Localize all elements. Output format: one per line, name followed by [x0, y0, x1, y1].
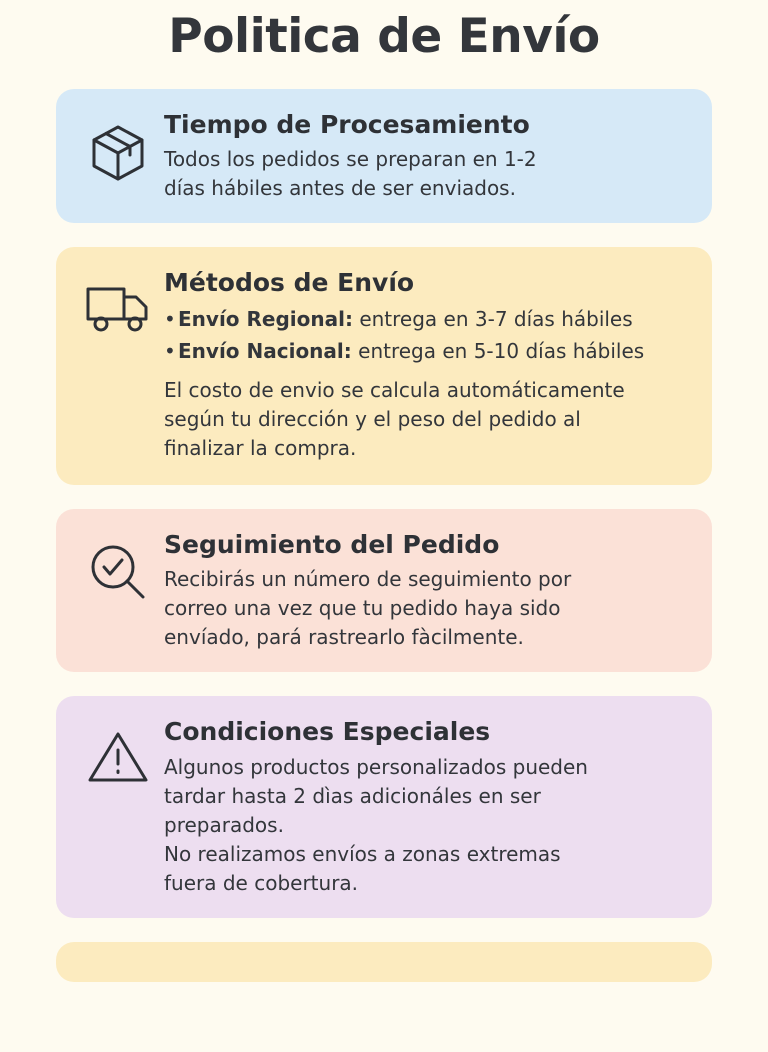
card-title: Métodos de Envío	[164, 268, 415, 298]
policy-card-order-tracking	[56, 509, 712, 673]
policy-card-partial	[56, 942, 712, 982]
card-title: Seguimiento del Pedido	[164, 529, 500, 559]
list-item	[164, 336, 690, 366]
card-text-line: Todos los pedidos se preparan en 1-2	[164, 147, 537, 172]
card-title: Condiciones Especiales	[164, 717, 491, 747]
search-check-icon	[72, 527, 164, 603]
policy-card-list	[0, 67, 768, 982]
card-text-line: No realizamos envíos a zonas extremas	[164, 841, 561, 866]
list-item-text: entrega en 3-7 días hábiles	[352, 306, 633, 331]
card-text-line: según tu dirección y el peso del pedido al	[164, 406, 581, 431]
card-text-line: Algunos productos personalizados pueden	[164, 754, 588, 779]
policy-card-special-conditions	[56, 696, 712, 918]
card-text-line: Recibirás un número de seguimiento por	[164, 567, 572, 592]
card-text	[164, 753, 690, 898]
card-text-line: preparados.	[164, 812, 284, 837]
card-text	[164, 376, 690, 463]
card-text-line: envíado, pará rastrearlo fàcilmente.	[164, 625, 524, 650]
list-item-label: Envío Nacional:	[178, 338, 352, 363]
card-text-line: días hábiles antes de ser enviados.	[164, 176, 516, 201]
card-text-line: fuera de cobertura.	[164, 870, 359, 895]
card-title: Tiempo de Procesamiento	[164, 109, 530, 139]
card-text	[164, 145, 690, 203]
card-body	[164, 527, 690, 653]
card-body	[164, 107, 690, 204]
policy-card-shipping-methods	[56, 247, 712, 485]
list-item-text: entrega en 5-10 días hábiles	[351, 338, 645, 363]
page-title: Politica de Envío	[168, 9, 600, 64]
policy-card-processing-time	[56, 89, 712, 224]
list-item	[164, 304, 690, 334]
card-text	[164, 565, 690, 652]
card-text-line: El costo de envio se calcula automáticamente	[164, 377, 625, 402]
box-icon	[72, 107, 164, 185]
card-text-line: correo una vez que tu pedido haya sido	[164, 596, 561, 621]
card-text-line: finalizar la compra.	[164, 435, 357, 460]
card-body	[164, 714, 690, 898]
list-item-label: Envío Regional:	[178, 306, 353, 331]
shipping-methods-list	[164, 304, 690, 366]
warning-triangle-icon	[72, 714, 164, 786]
card-body	[164, 265, 690, 465]
truck-icon	[72, 265, 164, 335]
card-text-line: tardar hasta 2 dìas adicionáles en ser	[164, 783, 541, 808]
